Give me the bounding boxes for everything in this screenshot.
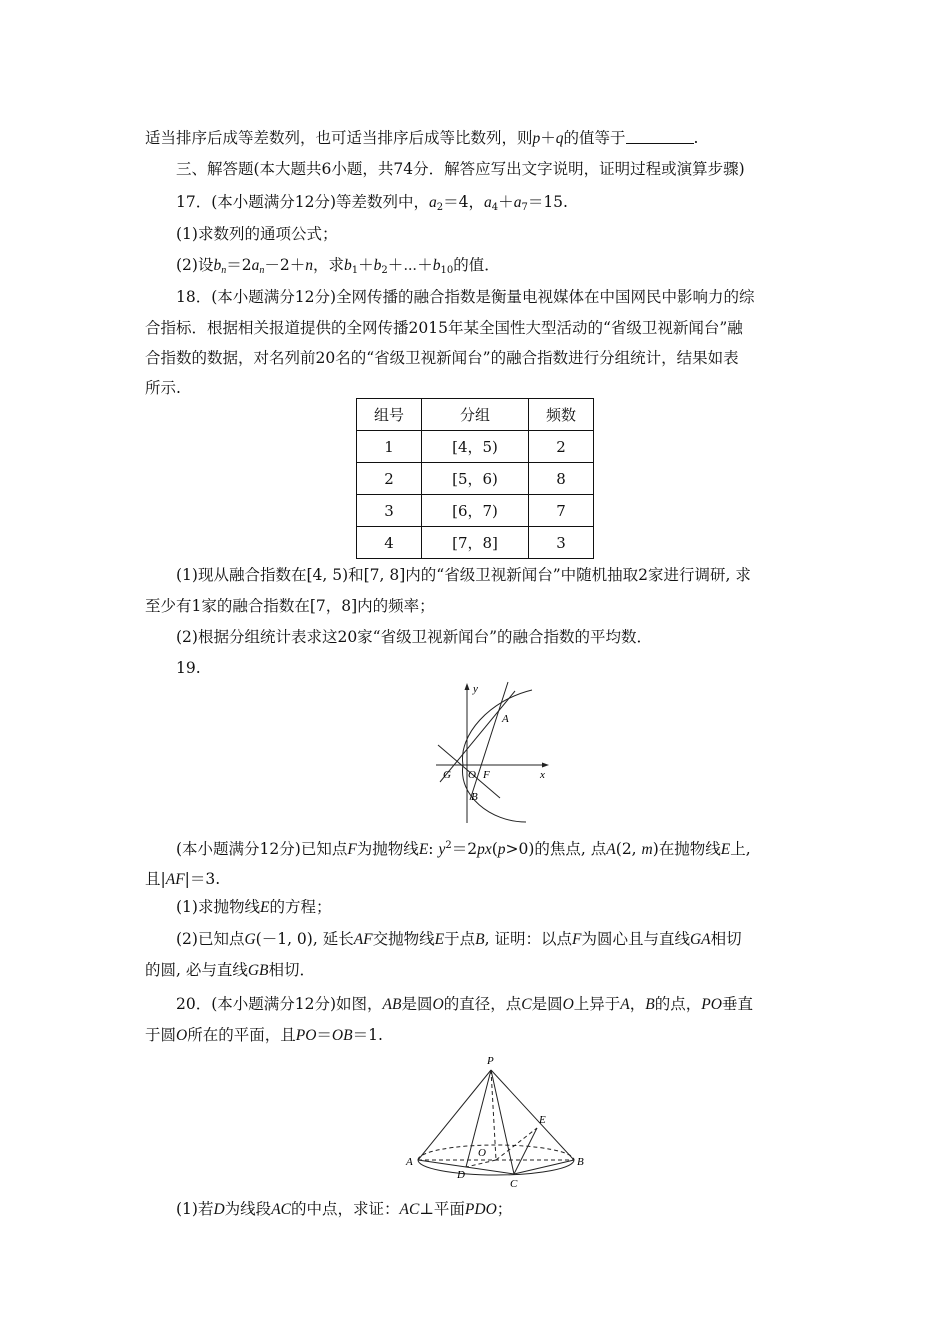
x-axis-label: x bbox=[540, 769, 545, 781]
q17-part2: (2)设$b_n=2a_n-2+n$，求$b_1+b_2+\cdots+b_{10}$的值． bbox=[176, 256, 500, 276]
segment-OD bbox=[466, 1160, 496, 1167]
q20-stem-line2: 于圆O所在的平面，且PO＝OB＝1. bbox=[145, 1026, 383, 1044]
q19-number: 19. bbox=[176, 659, 201, 677]
base-ellipse-front bbox=[418, 1160, 574, 1175]
table-cell: 2 bbox=[529, 431, 594, 463]
cone-figure bbox=[398, 1050, 584, 1190]
parabola-figure bbox=[430, 680, 560, 826]
table-cell: 7 bbox=[529, 495, 594, 527]
table-row bbox=[357, 463, 594, 495]
edge-PB bbox=[491, 1070, 574, 1160]
point-F-label: F bbox=[483, 769, 490, 781]
table-cell: 4 bbox=[357, 527, 422, 559]
x-axis-arrow bbox=[542, 763, 549, 768]
table-cell: 8 bbox=[529, 463, 594, 495]
fill-blank-line: 适当排序后成等差数列，也可适当排序后成等比数列，则p＋q的值等于 . bbox=[145, 129, 699, 147]
point-B-label: B bbox=[577, 1156, 584, 1168]
q18-stem-line1: 18．(本小题满分12分)全网传播的融合指数是衡量电视媒体在中国网民中影响力的综 bbox=[176, 288, 755, 306]
q18-part1-line1: (1)现从融合指数在[4, 5)和[7, 8]内的“省级卫视新闻台”中随机抽取2家进行调研, 求 bbox=[176, 566, 751, 584]
point-A-label: A bbox=[502, 713, 509, 725]
table-cell: 3 bbox=[357, 495, 422, 527]
point-O-label: O bbox=[468, 769, 476, 781]
y-axis-arrow bbox=[465, 683, 470, 690]
header-cell: 组号 bbox=[357, 399, 422, 431]
segment-OE bbox=[496, 1128, 537, 1160]
q19-part1: (1)求抛物线E的方程； bbox=[176, 898, 332, 916]
table-row bbox=[357, 527, 594, 559]
header-cell: 分组 bbox=[422, 399, 529, 431]
q18-stem-line4: 所示. bbox=[145, 379, 181, 397]
point-E-label: E bbox=[539, 1114, 546, 1126]
point-A-label: A bbox=[406, 1156, 413, 1168]
point-C-label: C bbox=[510, 1178, 518, 1190]
point-B-label: B bbox=[471, 791, 478, 803]
point-G-label: G bbox=[443, 769, 451, 781]
chord-AB bbox=[470, 682, 508, 800]
table-cell: 2 bbox=[357, 463, 422, 495]
q18-part1-line2: 至少有1家的融合指数在[7，8]内的频率； bbox=[145, 597, 435, 615]
q19-stem-line2: 且|AF|＝3. bbox=[145, 870, 221, 888]
table-cell: 1 bbox=[357, 431, 422, 463]
header-cell: 频数 bbox=[529, 399, 594, 431]
table-row bbox=[357, 431, 594, 463]
q18-stem-line2: 合指标．根据相关报道提供的全网传播2015年某全国性大型活动的“省级卫视新闻台”融 bbox=[145, 319, 743, 337]
table-cell: [6，7) bbox=[422, 495, 529, 527]
q17-stem: 17．(本小题满分12分)等差数列中，$a_2=4$，$a_4+a_7=15$. bbox=[176, 193, 568, 213]
table-cell: [7，8] bbox=[422, 527, 529, 559]
q19-stem-line1: (本小题满分12分)已知点F为抛物线E: $y^2=2px(p>0)$的焦点, 点A(2, m)在抛物线E上, bbox=[176, 840, 751, 858]
q19-part2-line1: (2)已知点G(－1, 0), 延长AF交抛物线E于点B, 证明：以点F为圆心且与直线GA相切 bbox=[176, 930, 742, 948]
q17-part1: (1)求数列的通项公式； bbox=[176, 225, 338, 243]
answer-blank bbox=[626, 129, 694, 144]
segment-CE bbox=[514, 1128, 537, 1174]
q19-part2-line2: 的圆, 必与直线GB相切． bbox=[145, 961, 316, 979]
line-GA bbox=[440, 691, 515, 782]
point-O-label: O bbox=[478, 1147, 486, 1159]
q18-part2: (2)根据分组统计表求这20家“省级卫视新闻台”的融合指数的平均数． bbox=[176, 628, 653, 646]
point-D-label: D bbox=[457, 1169, 465, 1181]
y-axis-label: y bbox=[473, 683, 478, 695]
edge-PC bbox=[491, 1070, 514, 1174]
q20-part1: (1)若D为线段AC的中点，求证：AC⊥平面PDO； bbox=[176, 1200, 513, 1218]
table-row bbox=[357, 495, 594, 527]
frequency-table bbox=[356, 398, 594, 559]
q20-stem-line1: 20．(本小题满分12分)如图，AB是圆O的直径，点C是圆O上异于A，B的点，PO垂直 bbox=[176, 995, 753, 1013]
q18-stem-line3: 合指数的数据，对名列前20名的“省级卫视新闻台”的融合指数进行分组统计，结果如表 bbox=[145, 349, 739, 367]
section-heading: 三、解答题(本大题共6小题，共74分．解答应写出文字说明，证明过程或演算步骤) bbox=[176, 160, 745, 178]
table-header-row bbox=[357, 399, 594, 431]
table-cell: [4，5) bbox=[422, 431, 529, 463]
table-cell: 3 bbox=[529, 527, 594, 559]
point-P-label: P bbox=[487, 1055, 494, 1067]
table-cell: [5，6) bbox=[422, 463, 529, 495]
